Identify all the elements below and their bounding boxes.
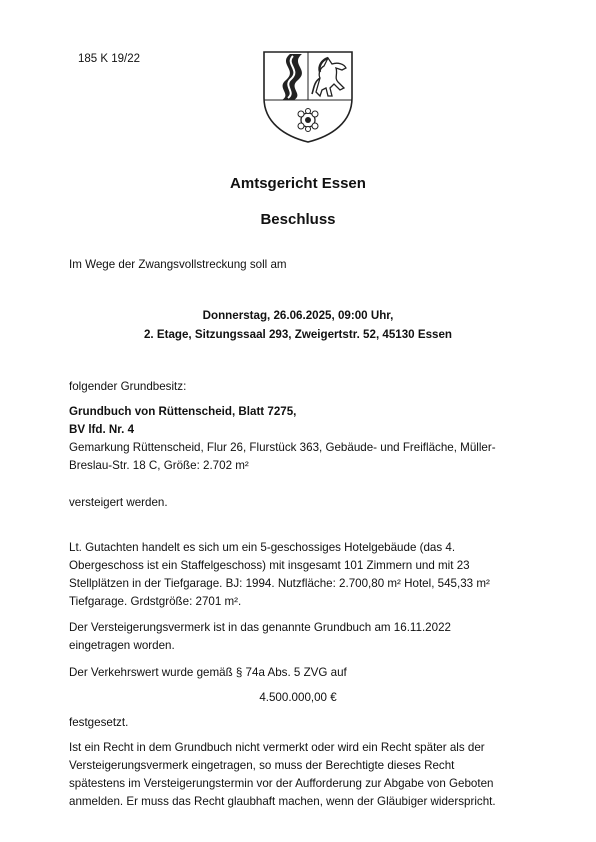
case-number: 185 K 19/22 <box>78 53 141 65</box>
gutachten-line-1: Lt. Gutachten handelt es sich um ein 5-geschossiges Hotelgebäude (das 4. <box>69 541 456 554</box>
termin-date: Donnerstag, 26.06.2025, 09:00 Uhr, <box>202 309 394 322</box>
recht-line-2: Versteigerungsvermerk eingetragen, so muss der Berechtigte dieses Recht <box>69 759 455 772</box>
verkehrswert-intro: Der Verkehrswert wurde gemäß § 74a Abs. 5 ZVG auf <box>69 666 347 679</box>
recht-line-3: spätestens im Versteigerungstermin vor der Aufforderung zur Abgabe von Geboten <box>69 777 494 790</box>
grundbesitz-label: folgender Grundbesitz: <box>69 380 187 393</box>
bv-number: BV lfd. Nr. 4 <box>69 423 135 436</box>
vermerk-line-2: eingetragen worden. <box>69 639 175 652</box>
termin-location: 2. Etage, Sitzungssaal 293, Zweigertstr. 52, 45130 Essen <box>143 328 453 341</box>
grundbuch-reference: Grundbuch von Rüttenscheid, Blatt 7275, <box>69 405 297 418</box>
recht-line-1: Ist ein Recht in dem Grundbuch nicht vermerkt oder wird ein Recht später als der <box>69 741 485 754</box>
gemarkung-line-2: Breslau-Str. 18 C, Größe: 2.702 m² <box>69 459 249 472</box>
nrw-coat-of-arms-icon <box>258 48 358 144</box>
court-name: Amtsgericht Essen <box>230 175 366 192</box>
intro-text: Im Wege der Zwangsvollstreckung soll am <box>69 258 287 271</box>
verkehrswert-amount: 4.500.000,00 € <box>259 691 337 704</box>
vermerk-line-1: Der Versteigerungsvermerk ist in das genannte Grundbuch am 16.11.2022 <box>69 621 451 634</box>
festgesetzt-text: festgesetzt. <box>69 716 129 729</box>
gutachten-line-4: Tiefgarage. Grdstgröße: 2701 m². <box>69 595 242 608</box>
document-title: Beschluss <box>260 211 336 228</box>
gemarkung-line-1: Gemarkung Rüttenscheid, Flur 26, Flurstück 363, Gebäude- und Freifläche, Müller- <box>69 441 496 454</box>
gutachten-line-3: Stellplätzen in der Tiefgarage. BJ: 1994. Nutzfläche: 2.700,80 m² Hotel, 545,33 m² <box>69 577 490 590</box>
versteigert-text: versteigert werden. <box>69 496 168 509</box>
recht-line-4: anmelden. Er muss das Recht glaubhaft machen, wenn der Gläubiger widerspricht. <box>69 795 496 808</box>
gutachten-line-2: Obergeschoss ist ein Staffelgeschoss) mit insgesamt 101 Zimmern und mit 23 <box>69 559 470 572</box>
